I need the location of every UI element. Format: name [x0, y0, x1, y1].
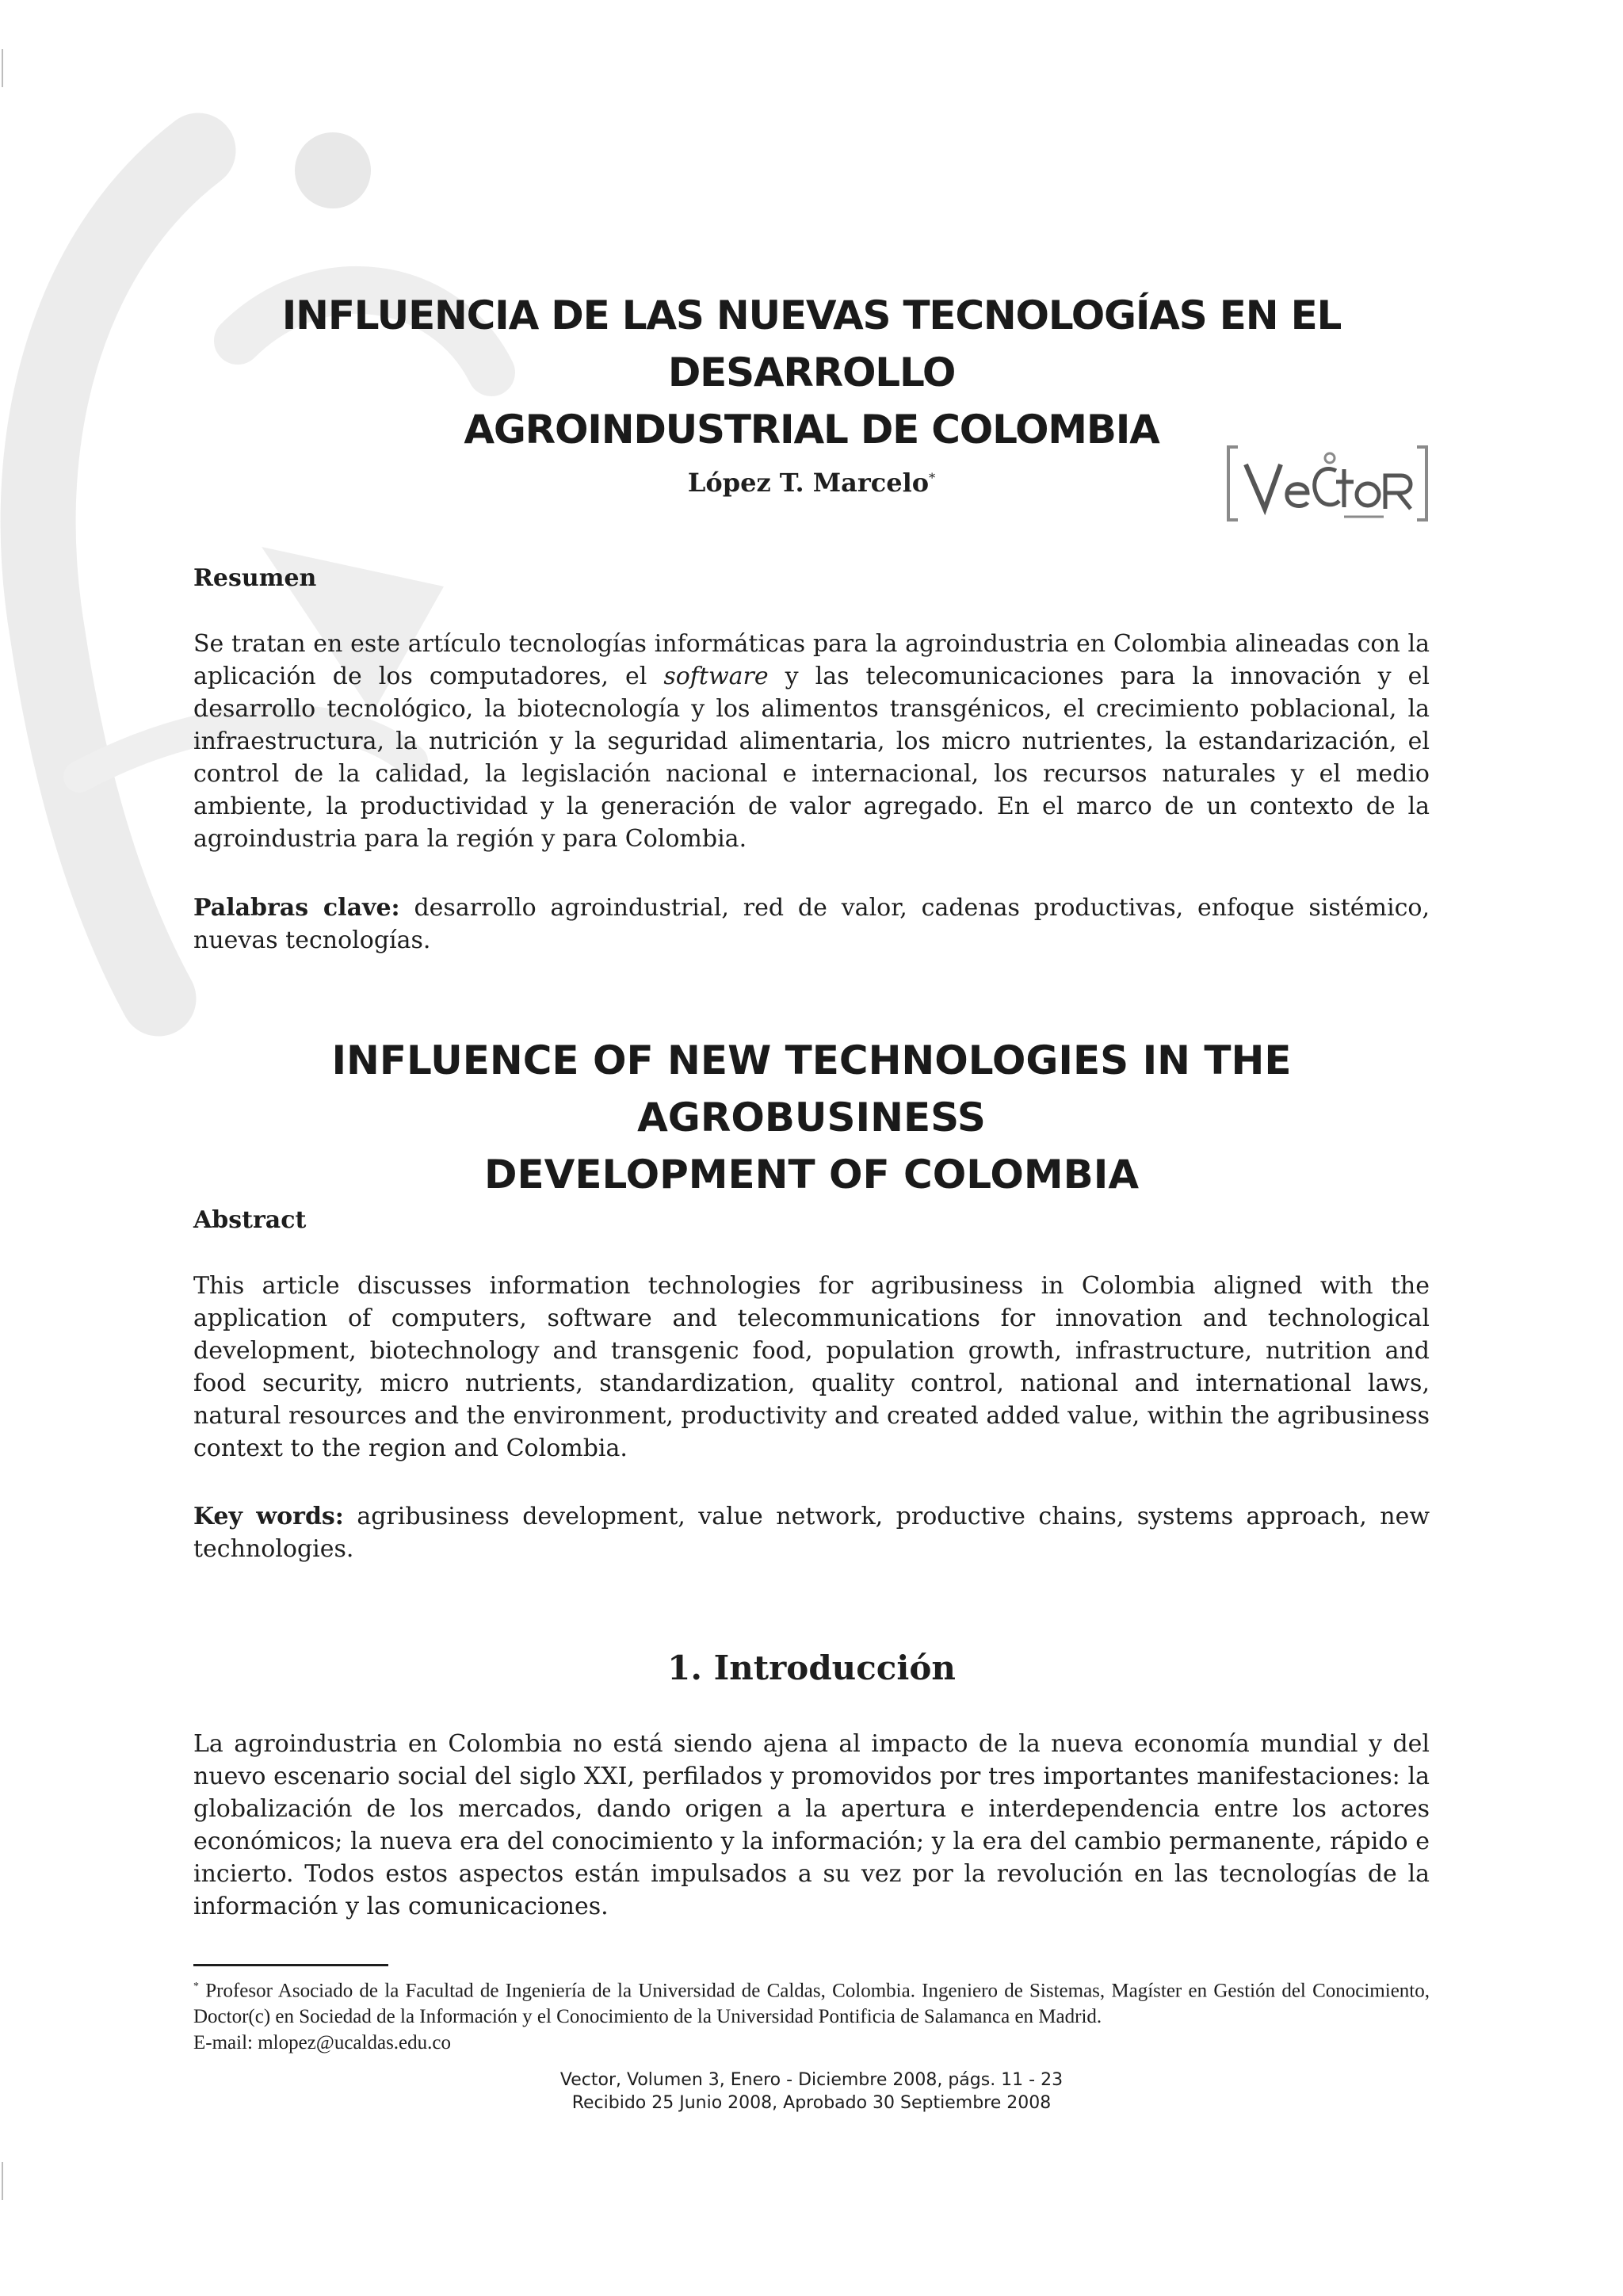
crop-mark-bottom — [2, 2162, 3, 2200]
key-words-paragraph — [193, 1500, 1430, 1565]
introduction-heading: 1. Introducción — [667, 1648, 956, 1687]
footnote-mark: * — [193, 1981, 199, 1992]
resumen-heading: Resumen — [193, 564, 317, 592]
english-title-line2: DEVELOPMENT OF COLOMBIA — [483, 1152, 1140, 1198]
resumen-text-part2: y las telecomunicaciones para la innovación y el desarrollo tecnológico, la biotecnología y los alimentos transgénicos, el crecimiento poblacional, la infraestructura, la nutrición y la seguridad alimentaria, los micro nutrientes, la estandarización, el control de la calidad, la legislación nacional e internacional, los recursos naturales y el medio ambiente, la productividad y la generación de valor agregado. En el marco de un contexto de la agroindustria para la región y para Colombia. — [193, 663, 1430, 853]
key-words-text: agribusiness development, value network, productive chains, systems approach, new technologies. — [193, 1503, 1430, 1563]
author-footnote — [193, 1973, 1430, 2056]
journal-citation — [193, 2069, 1430, 2115]
resumen-text-italic: software — [663, 663, 769, 690]
palabras-clave-text: desarrollo agroindustrial, red de valor, cadenas productivas, enfoque sistémico, nuevas tecnologías. — [193, 894, 1430, 954]
footnote-divider — [193, 1964, 388, 1966]
spanish-title-line2: AGROINDUSTRIAL DE COLOMBIA — [464, 407, 1159, 453]
resumen-paragraph — [193, 628, 1430, 855]
palabras-clave-paragraph — [193, 892, 1430, 957]
author-footnote-mark: * — [929, 470, 936, 486]
abstract-paragraph: This article discusses information technologies for agribusiness in Colombia aligned with the application of computers, software and telecommunications for innovation and technological development, biotechnology and transgenic food, population growth, infrastructure, nutrition and food security, micro nutrients, standardization, quality control, national and international laws, natural resources and the environment, productivity and created added value, within the agribusiness context to the region and Colombia. — [193, 1272, 1430, 1462]
abstract-heading: Abstract — [193, 1206, 307, 1234]
journal-citation-line1: Vector, Volumen 3, Enero - Diciembre 2008, págs. 11 - 23 — [559, 2070, 1064, 2090]
key-words-label: Key words: — [193, 1503, 344, 1530]
spanish-title — [193, 287, 1430, 458]
crop-mark-top — [2, 49, 3, 87]
english-title-line1: INFLUENCE OF NEW TECHNOLOGIES IN THE AGROBUSINESS — [331, 1037, 1292, 1140]
footnote-email: E-mail: mlopez@ucaldas.edu.co — [193, 2032, 451, 2054]
author-row — [193, 444, 1430, 539]
english-title — [193, 1032, 1430, 1203]
spanish-title-line1: INFLUENCIA DE LAS NUEVAS TECNOLOGÍAS EN EL DESARROLLO — [281, 292, 1342, 395]
journal-citation-line2: Recibido 25 Junio 2008, Aprobado 30 Septiembre 2008 — [571, 2093, 1052, 2113]
vector-journal-logo — [1225, 444, 1430, 523]
footnote-text: Profesor Asociado de la Facultad de Ingeniería de la Universidad de Caldas, Colombia. Ingeniero de Sistemas, Magíster en Gestión del Conocimiento, Doctor(c) en Sociedad de la Información y el Conocimiento de la Universidad Pontificia de Salamanca en Madrid. — [193, 1980, 1430, 2028]
palabras-clave-label: Palabras clave: — [193, 894, 400, 922]
introduction-paragraph: La agroindustria en Colombia no está siendo ajena al impacto de la nueva economía mundial y del nuevo escenario social del siglo XXI, perfilados y promovidos por tres importantes manifestaciones: la globalización de los mercados, dando origen a la apertura e interdependencia entre los actores económicos; la nueva era del conocimiento y la información; y la era del cambio permanente, rápido e incierto. Todos estos aspectos están impulsados a su vez por la revolución en las tecnologías de la información y las comunicaciones. — [193, 1730, 1430, 1920]
author-name-text: López T. Marcelo — [687, 468, 930, 498]
resumen-text-part1: Se tratan en este artículo tecnologías informáticas para la agroindustria en Colombia alineadas con la aplicación de los computadores, el — [193, 630, 1430, 690]
